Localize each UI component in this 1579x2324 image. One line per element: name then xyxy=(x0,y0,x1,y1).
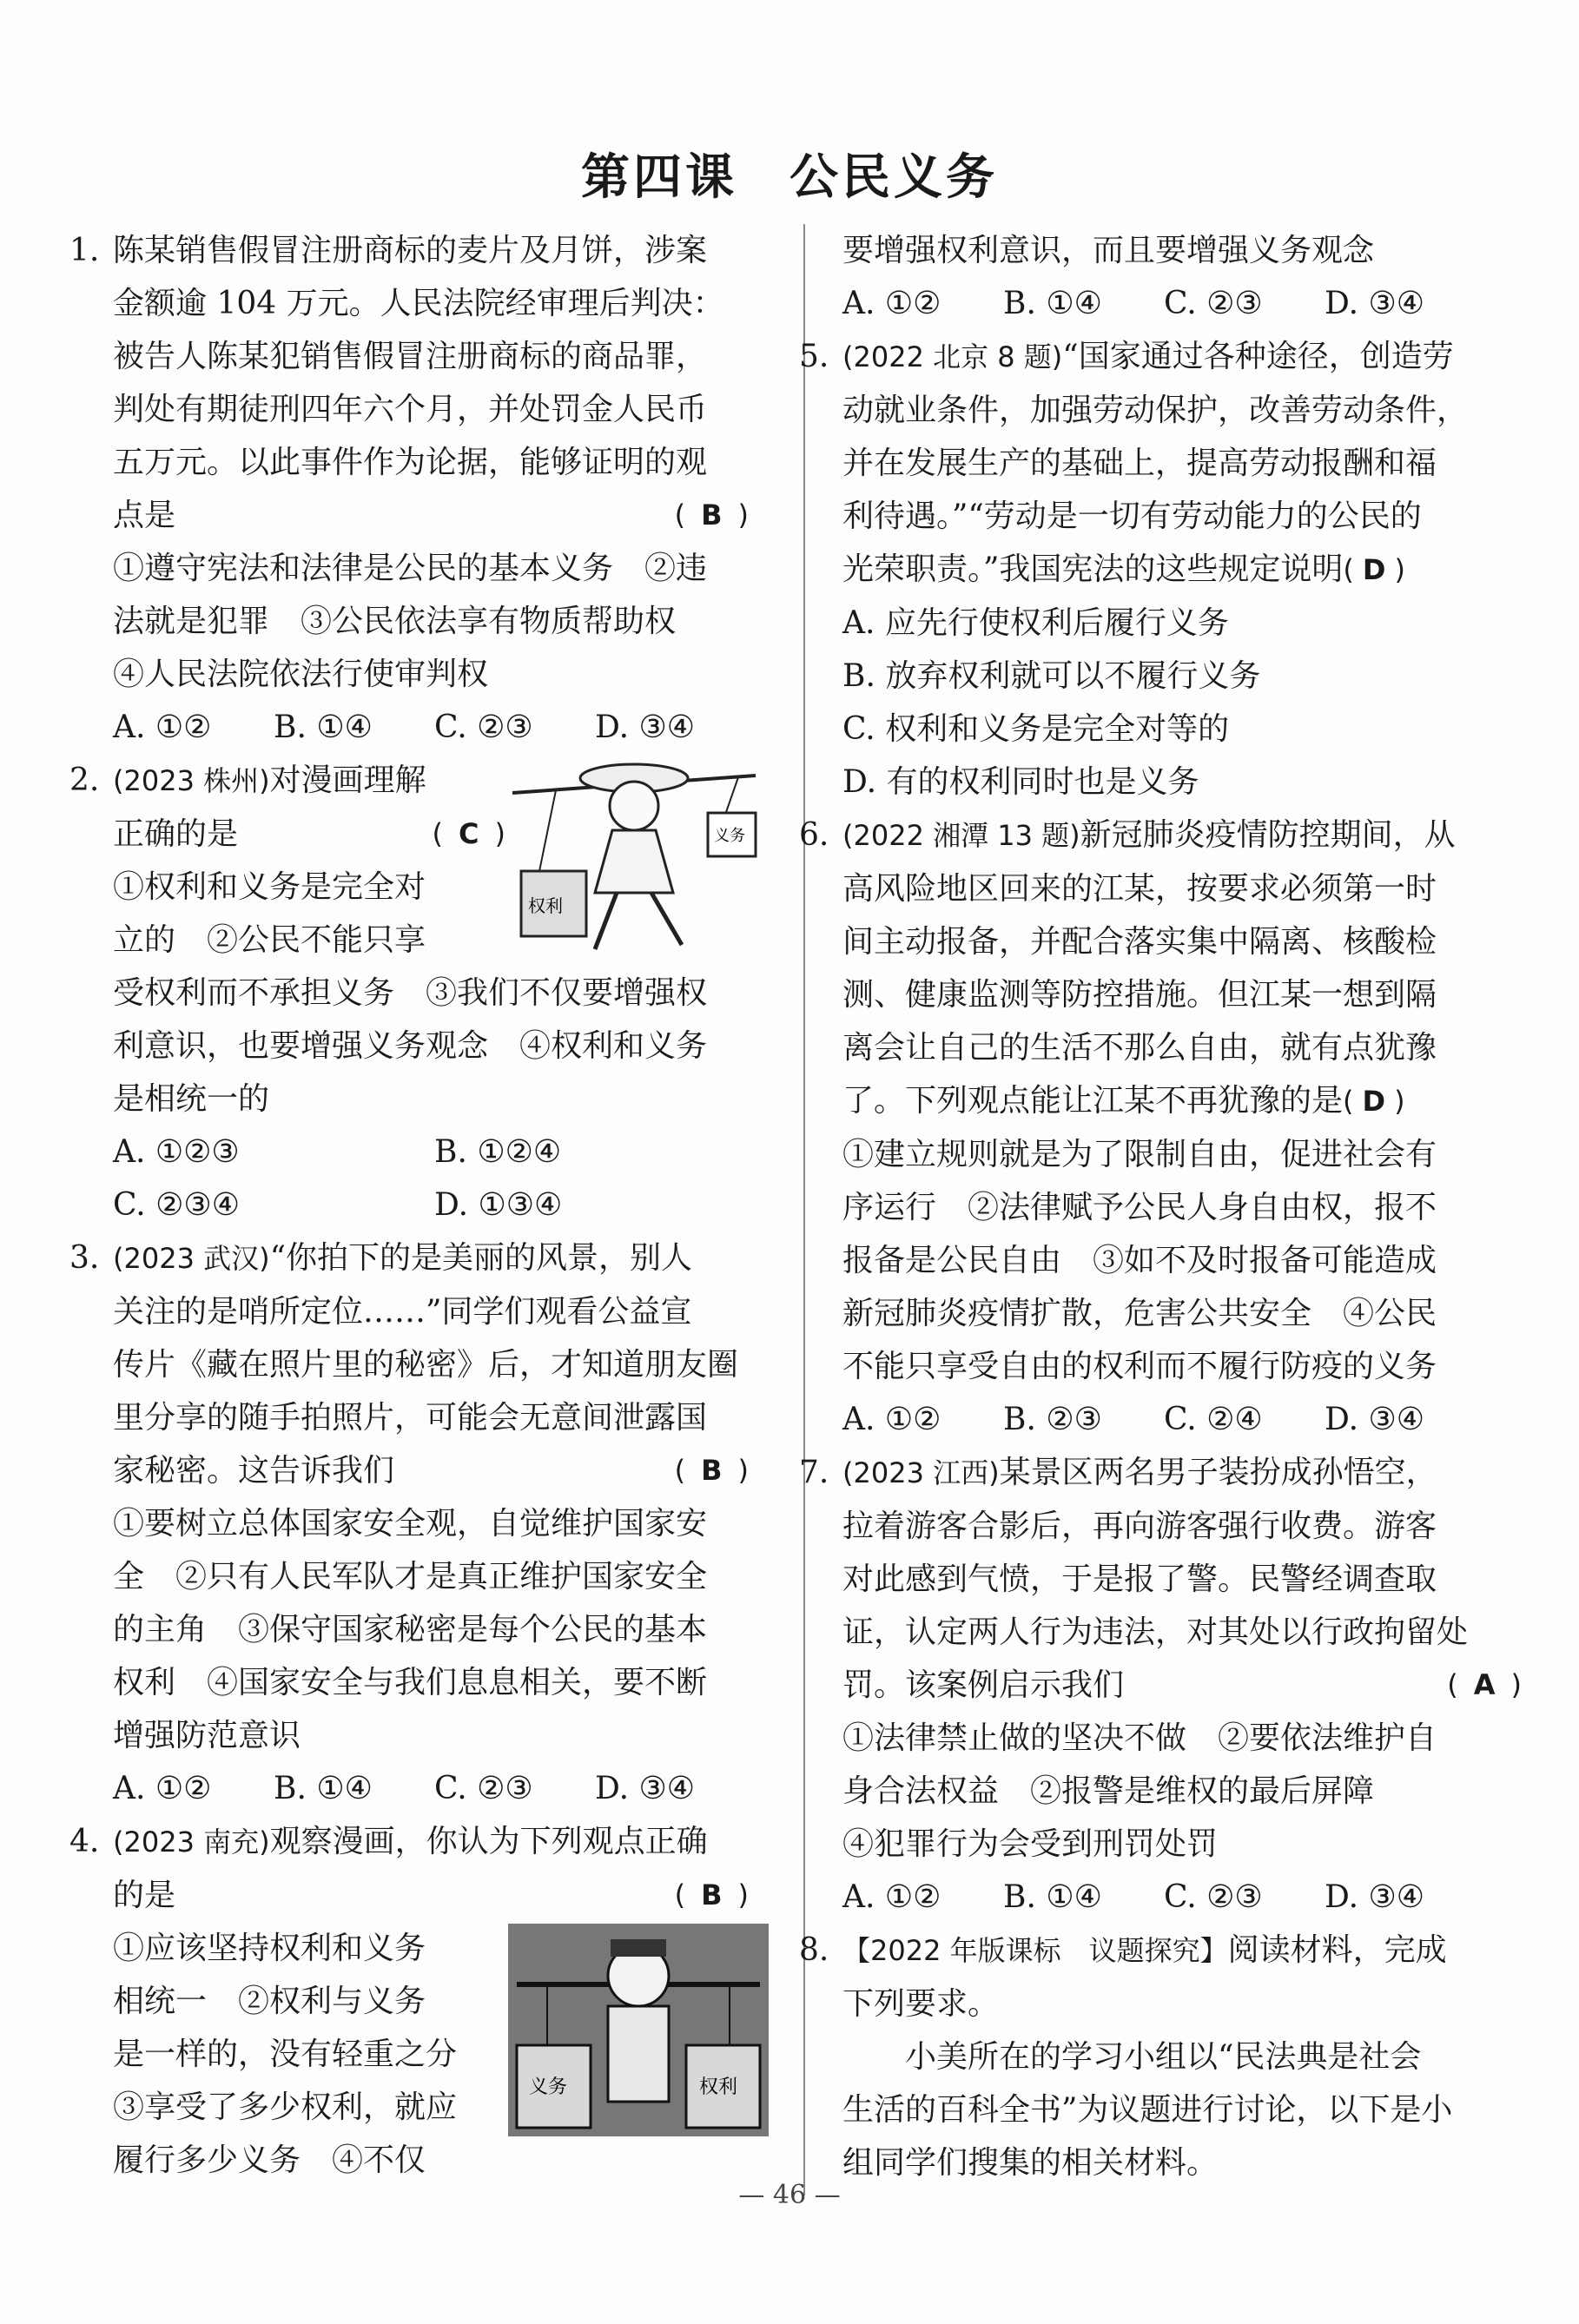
answer-letter: B xyxy=(701,498,738,531)
question-5 xyxy=(799,330,1537,809)
question-8 xyxy=(799,1924,1537,2189)
question-number: 1. xyxy=(69,233,100,268)
question-text: 金额逾 104 万元。人民法院经审理后判决： xyxy=(113,286,724,321)
cartoon-label-rights: 权利 xyxy=(699,2076,738,2098)
option: B. ①④ xyxy=(1003,286,1102,321)
question-text: 阅读材料，完成 xyxy=(1227,1932,1447,1968)
statement: 权利 ④国家安全与我们息息相关，要不断 xyxy=(113,1665,708,1700)
option: A. ①② xyxy=(113,1771,212,1806)
question-text: 罚。该案例启示我们 xyxy=(842,1667,1125,1703)
statement: 增强防范意识 xyxy=(113,1718,301,1753)
question-text: 离会让自己的生活不那么自由，就有点犹豫 xyxy=(842,1030,1437,1066)
right-column xyxy=(799,224,1537,2189)
material-paragraph: 生活的百科全书”为议题进行讨论，以下是小 xyxy=(842,2092,1453,2128)
cartoon-label-rights: 权利 xyxy=(528,895,563,916)
question-text: 里分享的随手拍照片，可能会无意间泄露国 xyxy=(113,1400,708,1436)
options xyxy=(69,1126,764,1179)
question-text: 了。下列观点能让江某不再犹豫的是 xyxy=(842,1083,1344,1119)
options xyxy=(799,1393,1537,1446)
title-lesson: 第四课 xyxy=(581,149,737,206)
cartoon-label-duty: 义务 xyxy=(529,2076,568,2098)
answer-letter: D xyxy=(1362,553,1395,586)
statement: 的主角 ③保守国家秘密是每个公民的基本 xyxy=(113,1612,708,1647)
statement: 新冠肺炎疫情扩散，危害公共安全 ④公民 xyxy=(842,1296,1437,1331)
statement: 身合法权益 ②报警是维权的最后屏障 xyxy=(842,1773,1375,1809)
option: B. ①④ xyxy=(274,1771,373,1806)
options xyxy=(69,1179,764,1231)
question-source: (2022 湘潭 13 题) xyxy=(842,819,1080,852)
question-source: (2023 南充) xyxy=(113,1826,270,1859)
question-number: 2. xyxy=(69,763,100,798)
option: A. 应先行使权利后履行义务 xyxy=(842,605,1229,641)
option: B. ②③ xyxy=(1003,1402,1102,1437)
answer-slot: (B) xyxy=(674,1454,764,1487)
answer-slot: (D) xyxy=(1343,553,1414,586)
options xyxy=(799,1871,1537,1924)
statement: 受权利而不承担义务 ③我们不仅要增强权 xyxy=(113,975,708,1011)
statement: 是相统一的 xyxy=(113,1081,270,1117)
option: A. ①② xyxy=(113,710,212,745)
statement: 序运行 ②法律赋予公民人身自由权，报不 xyxy=(842,1190,1437,1225)
question-text: 五万元。以此事件作为论据，能够证明的观 xyxy=(113,445,708,480)
option: B. 放弃权利就可以不履行义务 xyxy=(842,658,1261,694)
option: D. ③④ xyxy=(595,710,696,745)
statement: ④人民法院依法行使审判权 xyxy=(113,657,489,692)
statement: 法就是犯罪 ③公民依法享有物质帮助权 xyxy=(113,604,677,639)
question-text: “你拍下的是美丽的风景，别人 xyxy=(269,1240,692,1276)
question-text: 间主动报备，并配合落实集中隔离、核酸检 xyxy=(842,924,1437,960)
answer-letter: D xyxy=(1362,1085,1395,1118)
option: C. ②③ xyxy=(1164,1879,1263,1915)
answer-letter: B xyxy=(701,1454,738,1487)
statement: 相统一 ②权利与义务 xyxy=(113,1984,426,2019)
question-6 xyxy=(799,809,1537,1446)
question-number: 6. xyxy=(799,817,829,853)
material-paragraph: 组同学们搜集的相关材料。 xyxy=(842,2145,1219,2181)
question-number: 3. xyxy=(69,1240,100,1276)
statement: 利意识，也要增强义务观念 ④权利和义务 xyxy=(113,1028,708,1064)
statement: 要增强权利意识，而且要增强义务观念 xyxy=(842,233,1375,268)
question-text: 观察漫画，你认为下列观点正确 xyxy=(269,1824,708,1859)
question-text: 传片《藏在照片里的秘密》后，才知道朋友圈 xyxy=(113,1347,739,1383)
option: A. ①② xyxy=(842,1402,941,1437)
question-text: 高风险地区回来的江某，按要求必须第一时 xyxy=(842,871,1437,907)
question-4 xyxy=(69,1815,764,2187)
question-text: 点是 xyxy=(113,498,176,533)
question-text: 判处有期徒刑四年六个月，并处罚金人民币 xyxy=(113,392,708,427)
answer-letter: B xyxy=(701,1878,738,1911)
option: D. ③④ xyxy=(1325,1879,1425,1915)
carrying-pole-cartoon xyxy=(504,745,773,962)
question-text: 光荣职责。”我国宪法的这些规定说明 xyxy=(842,551,1344,587)
question-text: 新冠肺炎疫情防控期间，从 xyxy=(1080,817,1456,853)
statement: 不能只享受自由的权利而不履行防疫的义务 xyxy=(842,1349,1437,1384)
buckets-cartoon xyxy=(508,1924,769,2136)
option: D. ③④ xyxy=(595,1771,696,1806)
question-source: (2022 北京 8 题) xyxy=(842,340,1063,373)
material-paragraph: 小美所在的学习小组以“民法典是社会 xyxy=(905,2039,1422,2075)
question-text: 对此感到气愤，于是报了警。民警经调查取 xyxy=(842,1561,1437,1597)
question-text: 测、健康监测等防控措施。但江某一想到隔 xyxy=(842,977,1437,1013)
question-text: 关注的是哨所定位……”同学们观看公益宣 xyxy=(113,1294,692,1330)
answer-slot: (B) xyxy=(674,1878,764,1911)
statement: 全 ②只有人民军队才是真正维护国家安全 xyxy=(113,1559,708,1594)
question-number: 7. xyxy=(799,1455,829,1490)
question-4-continued xyxy=(842,224,1537,330)
option: C. ②③ xyxy=(434,710,533,745)
answer-slot: (A) xyxy=(1447,1668,1537,1701)
statement: 报备是公民自由 ③如不及时报备可能造成 xyxy=(842,1243,1437,1278)
option: D. ①③④ xyxy=(434,1187,563,1223)
question-3 xyxy=(69,1231,764,1815)
option: B. ①④ xyxy=(1003,1879,1102,1915)
statement: ④犯罪行为会受到刑罚处罚 xyxy=(842,1826,1219,1862)
option: B. ①②④ xyxy=(434,1134,562,1170)
question-text: 家秘密。这告诉我们 xyxy=(113,1453,395,1489)
question-source: (2023 武汉) xyxy=(113,1242,270,1275)
statement: ①应该坚持权利和义务 xyxy=(113,1931,426,1966)
statement: ①要树立总体国家安全观，自觉维护国家安 xyxy=(113,1506,708,1542)
question-source: (2023 株州) xyxy=(113,764,270,797)
option: C. ②③ xyxy=(1164,286,1263,321)
option: A. ①②③ xyxy=(113,1134,240,1170)
question-text: 动就业条件，加强劳动保护，改善劳动条件， xyxy=(842,393,1469,428)
question-1 xyxy=(69,224,764,754)
statement: ①权利和义务是完全对 xyxy=(113,869,426,905)
question-2 xyxy=(69,754,764,1231)
statement: ③享受了多少权利，就应 xyxy=(113,2090,458,2125)
options xyxy=(842,277,1537,330)
question-text: 拉着游客合影后，再向游客强行收费。游客 xyxy=(842,1509,1437,1544)
option: B. ①④ xyxy=(274,710,373,745)
option: C. ②③④ xyxy=(113,1187,240,1223)
question-text: 利待遇。”“劳动是一切有劳动能力的公民的 xyxy=(842,498,1422,534)
question-text: 被告人陈某犯销售假冒注册商标的商品罪， xyxy=(113,339,708,374)
question-text: 正确的是 xyxy=(113,816,239,852)
question-text: 证，认定两人行为违法，对其处以行政拘留处 xyxy=(842,1614,1469,1650)
options xyxy=(69,1762,764,1815)
question-source: 【2022 年版课标 议题探究】 xyxy=(842,1934,1228,1967)
question-text: 并在发展生产的基础上，提高劳动报酬和福 xyxy=(842,446,1437,481)
question-text: 下列要求。 xyxy=(842,1986,1000,2022)
option: C. ②③ xyxy=(434,1771,533,1806)
statement: ①遵守宪法和法律是公民的基本义务 ②违 xyxy=(113,551,708,586)
question-number: 8. xyxy=(799,1932,829,1968)
option: C. ②④ xyxy=(1164,1402,1263,1437)
option: D. ③④ xyxy=(1325,286,1425,321)
title-topic: 公民义务 xyxy=(790,149,998,206)
answer-slot: (C) xyxy=(432,817,521,850)
statement: 履行多少义务 ④不仅 xyxy=(113,2142,426,2178)
question-number: 5. xyxy=(799,339,829,374)
page-title xyxy=(0,139,1579,208)
question-source: (2023 江西) xyxy=(842,1456,1000,1489)
answer-slot: (B) xyxy=(674,498,764,531)
question-text: 陈某销售假冒注册商标的麦片及月饼，涉案 xyxy=(113,233,708,268)
option: D. 有的权利同时也是义务 xyxy=(842,764,1199,800)
left-column xyxy=(69,224,764,2187)
question-number: 4. xyxy=(69,1824,100,1859)
answer-slot: (D) xyxy=(1343,1085,1414,1118)
statement: ①法律禁止做的坚决不做 ②要依法维护自 xyxy=(842,1720,1437,1756)
statement: 立的 ②公民不能只享 xyxy=(113,922,426,958)
question-7 xyxy=(799,1446,1537,1924)
option: C. 权利和义务是完全对等的 xyxy=(842,711,1230,747)
question-text: 对漫画理解 xyxy=(269,763,426,798)
option: A. ①② xyxy=(842,286,941,321)
question-text: 的是 xyxy=(113,1878,176,1913)
page-number: — 46 — xyxy=(738,2180,841,2210)
cartoon-label-duty: 义务 xyxy=(714,827,745,845)
question-text: “国家通过各种途径，创造劳 xyxy=(1062,339,1454,374)
answer-letter: A xyxy=(1473,1668,1511,1701)
option: A. ①② xyxy=(842,1879,941,1915)
option: D. ③④ xyxy=(1325,1402,1425,1437)
question-text: 某景区两名男子装扮成孙悟空， xyxy=(999,1455,1437,1490)
statement: ①建立规则就是为了限制自由，促进社会有 xyxy=(842,1137,1437,1172)
statement: 是一样的，没有轻重之分 xyxy=(113,2037,458,2072)
answer-letter: C xyxy=(459,817,495,850)
